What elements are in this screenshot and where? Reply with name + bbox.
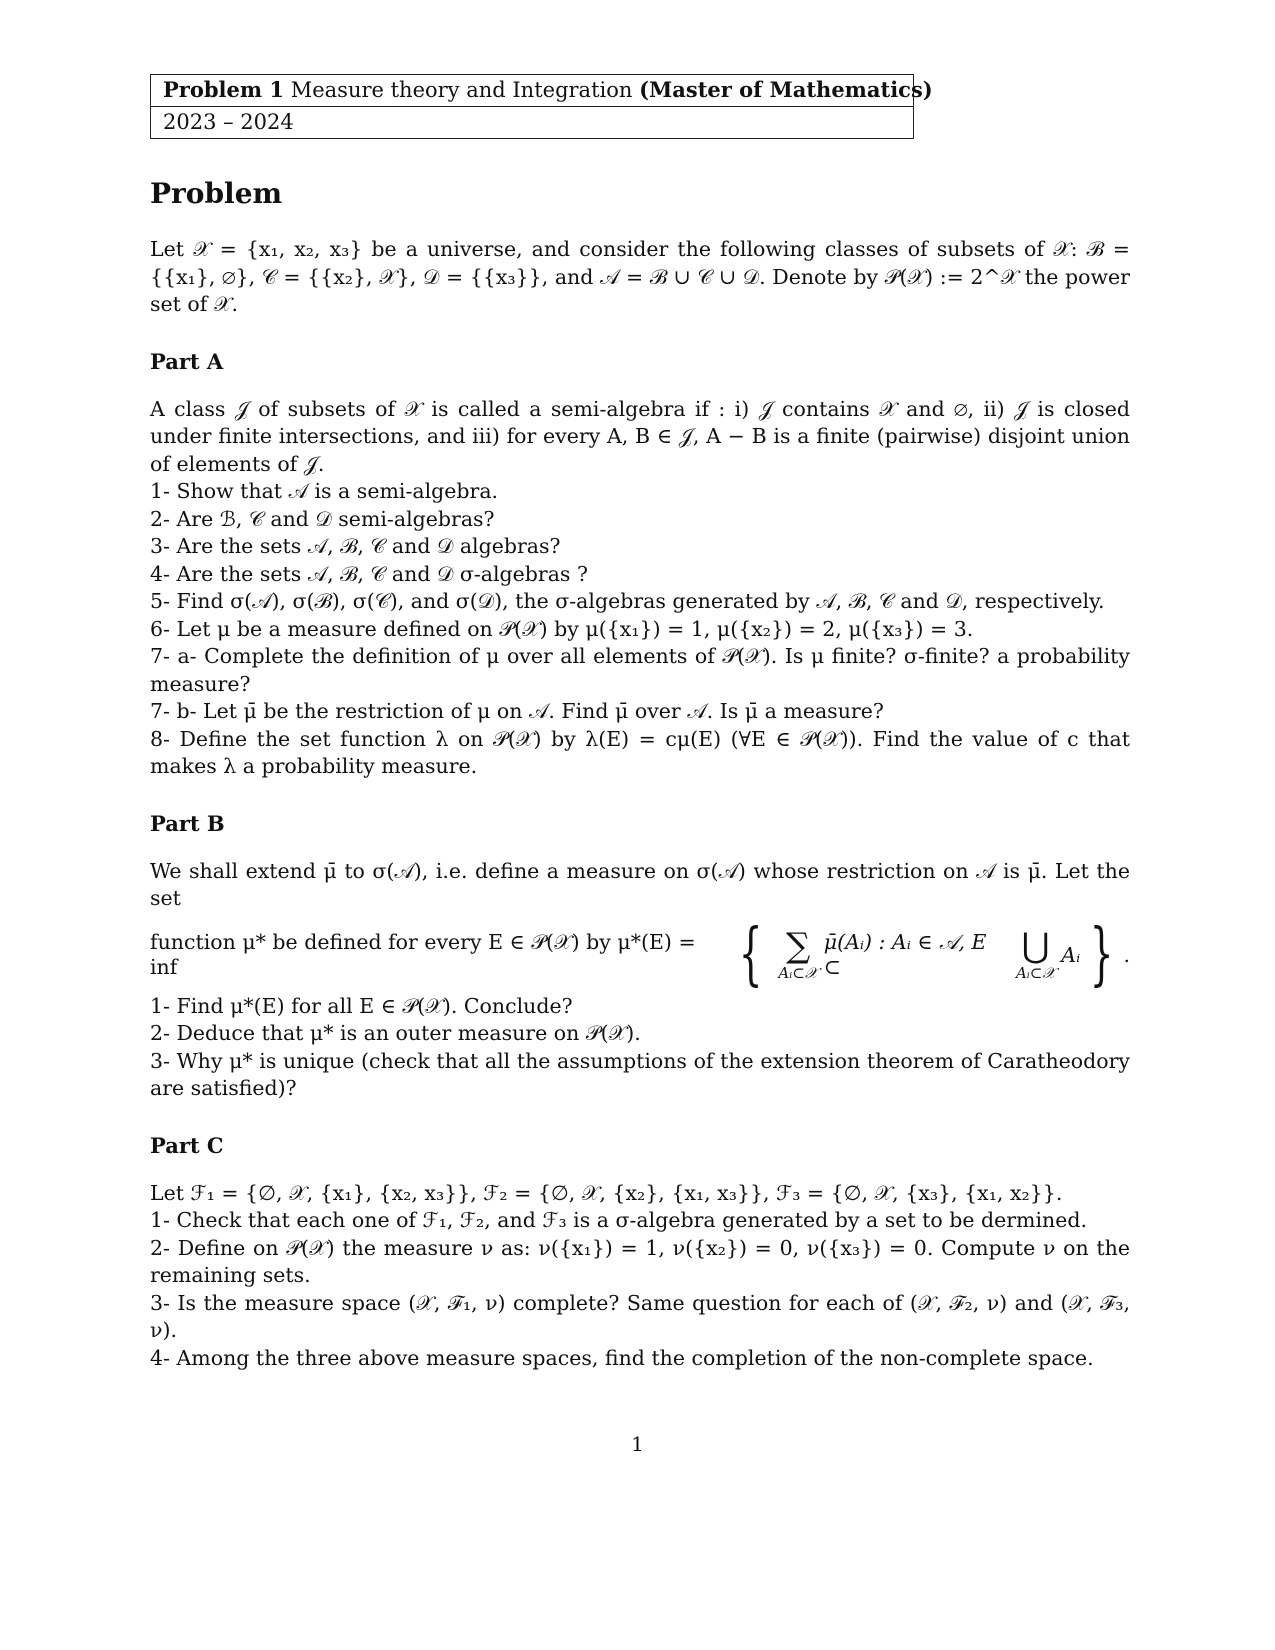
formula-body: μ̄(Aᵢ) : Aᵢ ∈ 𝒜, E ⊂ — [823, 930, 987, 979]
question-item: 3- Why μ* is unique (check that all the assumptions of the extension theorem of Caratheodory are satisfied)? — [150, 1048, 1130, 1100]
question-item: 1- Find μ*(E) for all E ∈ 𝒫(𝒳). Conclude? — [150, 993, 573, 1018]
part-b-heading: Part B — [150, 810, 225, 836]
problem-label: Problem 1 — [163, 77, 285, 102]
intro-paragraph: Let 𝒳 = {x₁, x₂, x₃} be a universe, and consider the following classes of subsets of 𝒳: ℬ = {{x₁}, ∅}, 𝒞 = {{x₂}, 𝒳}, 𝒟 = {{x₃}}, and 𝒜 = ℬ ∪ 𝒞 ∪ 𝒟. Denote by 𝒫(𝒳) := 2^𝒳 the power set of 𝒳. — [150, 237, 1130, 316]
header-title-row — [151, 75, 933, 106]
question-item: 1- Check that each one of ℱ₁, ℱ₂, and ℱ₃ is a σ-algebra generated by a set to be dermined. — [150, 1208, 1088, 1232]
question-item: 4- Are the sets 𝒜, ℬ, 𝒞 and 𝒟 σ-algebras ? — [150, 561, 588, 586]
question-item: 2- Define on 𝒫(𝒳) the measure ν as: ν({x₁}) = 1, ν({x₂}) = 0, ν({x₃}) = 0. Compute ν on the remaining sets. — [150, 1235, 1130, 1287]
question-item: 5- Find σ(𝒜), σ(ℬ), σ(𝒞), and σ(𝒟), the σ-algebras generated by 𝒜, ℬ, 𝒞 and 𝒟, respectively. — [150, 589, 1105, 613]
course-name: Measure theory and Integration — [290, 78, 633, 102]
question-item: 2- Are ℬ, 𝒞 and 𝒟 semi-algebras? — [150, 506, 495, 531]
outer-measure-formula — [150, 914, 1130, 994]
question-item: 2- Deduce that μ* is an outer measure on 𝒫(𝒳). — [150, 1021, 641, 1045]
part-c-heading: Part C — [150, 1132, 224, 1158]
question-item: 6- Let μ be a measure defined on 𝒫(𝒳) by μ({x₁}) = 1, μ({x₂}) = 2, μ({x₃}) = 3. — [150, 616, 974, 641]
sum-subscript: Aᵢ⊂𝒳 — [778, 963, 818, 982]
header-year-row — [151, 106, 913, 138]
academic-year: 2023 – 2024 — [163, 110, 294, 134]
formula-lead: function μ* be defined for every E ∈ 𝒫(𝒳) by μ*(E) = inf — [150, 930, 696, 979]
union-symbol: ⋃ — [1021, 925, 1050, 966]
page-title: Problem — [150, 177, 283, 210]
part-a-heading: Part A — [150, 348, 224, 374]
question-item: 7- b- Let μ̄ be the restriction of μ on 𝒜. Find μ̄ over 𝒜. Is μ̄ a measure? — [150, 699, 884, 723]
part-b-intro: We shall extend μ̄ to σ(𝒜), i.e. define a measure on σ(𝒜) whose restriction on 𝒜 is μ̄. Let the set — [150, 858, 1130, 910]
part-a-intro: A class 𝒥 of subsets of 𝒳 is called a semi-algebra if : i) 𝒥 contains 𝒳 and ∅, ii) 𝒥 is closed under finite intersections, and iii) for every A, B ∈ 𝒥, A − B is a finite (pairwise) disjoint union of elements of 𝒥. — [150, 396, 1130, 476]
header-box — [150, 74, 933, 139]
program-name: (Master of Mathematics) — [639, 77, 933, 102]
formula-period: . — [1123, 942, 1130, 967]
document-page — [150, 74, 1130, 1372]
union-subscript: Aᵢ⊂𝒳 — [1015, 963, 1056, 982]
sum-operator — [778, 925, 818, 982]
question-item: 3- Are the sets 𝒜, ℬ, 𝒞 and 𝒟 algebras? — [150, 534, 561, 558]
formula-set-expression — [729, 914, 1130, 994]
question-item: 4- Among the three above measure spaces, find the completion of the non-complete space. — [150, 1345, 1094, 1370]
question-item: 3- Is the measure space (𝒳, ℱ₁, ν) complete? Same question for each of (𝒳, ℱ₂, ν) and (𝒳, ℱ₃, ν). — [150, 1290, 1130, 1342]
page-number: 1 — [631, 1432, 644, 1456]
left-brace: { — [738, 914, 763, 994]
union-operator — [1015, 925, 1056, 982]
formula-tail: Aᵢ — [1061, 942, 1081, 967]
part-b-questions — [150, 993, 1130, 1103]
question-item: 8- Define the set function λ on 𝒫(𝒳) by λ(E) = cμ(E) (∀E ∈ 𝒫(𝒳)). Find the value of c that makes λ a probability measure. — [150, 726, 1130, 778]
part-c-questions — [150, 1207, 1130, 1372]
question-item: 7- a- Complete the definition of μ over all elements of 𝒫(𝒳). Is μ finite? σ-finite? a probability measure? — [150, 644, 1130, 696]
part-c-intro: Let ℱ₁ = {∅, 𝒳, {x₁}, {x₂, x₃}}, ℱ₂ = {∅, 𝒳, {x₂}, {x₁, x₃}}, ℱ₃ = {∅, 𝒳, {x₃}, {x₁, x₂}}. — [150, 1180, 1063, 1205]
right-brace: } — [1089, 914, 1114, 994]
part-a-questions — [150, 478, 1130, 781]
question-item: 1- Show that 𝒜 is a semi-algebra. — [150, 479, 499, 503]
sum-symbol: ∑ — [785, 925, 811, 966]
